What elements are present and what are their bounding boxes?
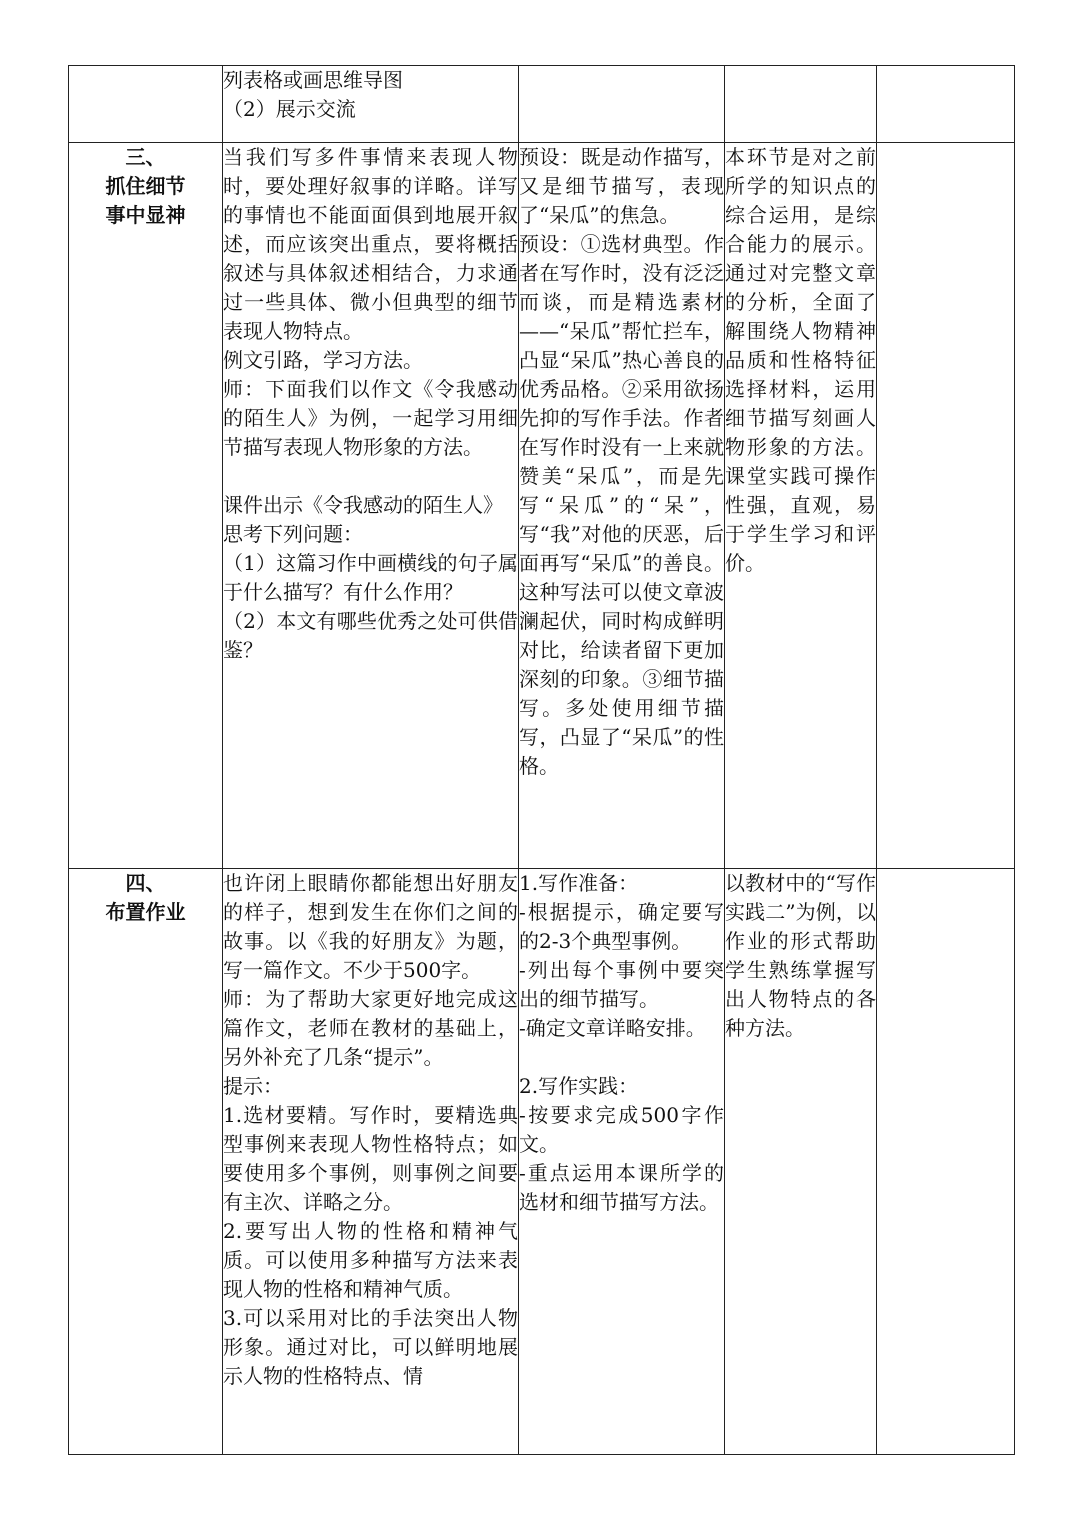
cell-text: （1）这篇习作中画横线的句子属于什么描写？有什么作用？ xyxy=(223,551,518,604)
cell-text: 也许闭上眼睛你都能想出好朋友的样子，想到发生在你们之间的故事。以《我的好朋友》为题，写一篇作文。不少于500字。 xyxy=(223,871,518,982)
table-row xyxy=(69,869,1015,1455)
cell-text: 例文引路，学习方法。 xyxy=(223,348,423,372)
cell-text: 列表格或画思维导图 xyxy=(223,68,403,92)
notes-cell xyxy=(877,143,1015,869)
cell-text: 预设：既是动作描写，又是细节描写，表现了“呆瓜”的焦急。 xyxy=(519,145,724,227)
expected-response-cell xyxy=(519,869,725,1455)
expected-response-cell xyxy=(519,66,725,143)
cell-text: 当我们写多件事情来表现人物时，要处理好叙事的详略。详写的事情也不能面面俱到地展开叙述，而应该突出重点，要将概括叙述与具体叙述相结合，力求通过一些具体、微小但典型的细节表现人物特点。 xyxy=(223,145,518,343)
cell-text: 师：下面我们以作文《令我感动的陌生人》为例，一起学习用细节描写表现人物形象的方法。 xyxy=(223,377,518,459)
cell-text: 1.写作准备： xyxy=(519,871,639,895)
table-row xyxy=(69,143,1015,869)
cell-text: -列出每个事例中要突出的细节描写。 xyxy=(519,958,724,1011)
table-row xyxy=(69,66,1015,143)
design-intent-cell xyxy=(725,66,877,143)
blank-line xyxy=(519,1043,724,1072)
activity-cell xyxy=(223,143,519,869)
cell-text: 事中显神 xyxy=(105,203,186,227)
cell-text: （2）展示交流 xyxy=(223,97,356,121)
activity-cell xyxy=(223,869,519,1455)
cell-text: 课件出示《令我感动的陌生人》 xyxy=(223,493,503,517)
cell-text: 预设：①选材典型。作者在写作时，没有泛泛而谈，而是精选素材——“呆瓜”帮忙拦车，凸显“呆瓜”热心善良的优秀品格。②采用欲扬先抑的写作手法。作者在写作时没有一上来就赞美“呆瓜”，而是先写“呆瓜”的“呆”，写“我”对他的厌恶，后面再写“呆瓜”的善良。这种写法可以使文章波澜起伏，同时构成鲜明对比，给读者留下更加深刻的印象。③细节描写。多处使用细节描写，凸显了“呆瓜”的性格。 xyxy=(519,232,724,778)
expected-response-cell xyxy=(519,143,725,869)
lesson-plan-table xyxy=(68,65,1015,1455)
cell-text: -确定文章详略安排。 xyxy=(519,1016,706,1040)
cell-text: 师：为了帮助大家更好地完成这篇作文，老师在教材的基础上，另外补充了几条“提示”。 xyxy=(223,987,518,1069)
cell-text: -按要求完成500字作文。 xyxy=(519,1103,724,1156)
cell-text: 思考下列问题： xyxy=(223,522,363,546)
cell-text: 三、 xyxy=(125,145,166,169)
cell-text: （2）本文有哪些优秀之处可供借鉴？ xyxy=(223,609,518,662)
cell-text: 四、 xyxy=(125,871,166,895)
cell-text: -重点运用本课所学的选材和细节描写方法。 xyxy=(519,1161,724,1214)
section-cell xyxy=(69,143,223,869)
blank-line xyxy=(223,462,518,491)
cell-text: 以教材中的“写作实践二”为例，以作业的形式帮助学生熟练掌握写出人物特点的各种方法。 xyxy=(725,871,876,1040)
cell-text: 提示： xyxy=(223,1074,283,1098)
cell-text: 3.可以采用对比的手法突出人物形象。通过对比，可以鲜明地展示人物的性格特点、情 xyxy=(223,1306,518,1388)
cell-text: 2.写作实践： xyxy=(519,1074,639,1098)
cell-text: -根据提示，确定要写的2-3个典型事例。 xyxy=(519,900,724,953)
notes-cell xyxy=(877,66,1015,143)
cell-text: 抓住细节 xyxy=(105,174,186,198)
cell-text: 本环节是对之前所学的知识点的综合运用，是综合能力的展示。通过对完整文章的分析，全面了解围绕人物精神品质和性格特征选择材料，运用细节描写刻画人物形象的方法。课堂实践可操作性强，直观，易于学生学习和评价。 xyxy=(725,145,876,575)
cell-text: 1.选材要精。写作时，要精选典型事例来表现人物性格特点；如要使用多个事例，则事例之间要有主次、详略之分。 xyxy=(223,1103,518,1214)
design-intent-cell xyxy=(725,869,877,1455)
cell-text: 2.要写出人物的性格和精神气质。可以使用多种描写方法来表现人物的性格和精神气质。 xyxy=(223,1219,518,1301)
cell-text: 布置作业 xyxy=(105,900,186,924)
section-cell xyxy=(69,66,223,143)
activity-cell xyxy=(223,66,519,143)
notes-cell xyxy=(877,869,1015,1455)
section-cell xyxy=(69,869,223,1455)
design-intent-cell xyxy=(725,143,877,869)
